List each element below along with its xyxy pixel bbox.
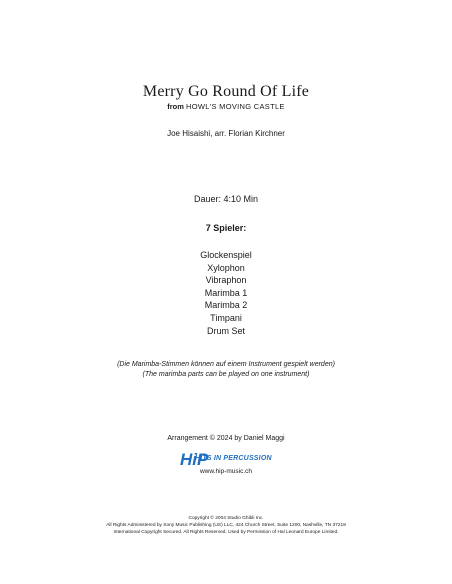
players-heading: 7 Spieler: <box>205 223 247 233</box>
copyright-line: All Rights Administered by Sony Music Publishing (US) LLC, 424 Church Street, Suite 1200, Nashville, TN 37219 <box>106 523 346 528</box>
subtitle-prefix: from <box>167 102 184 111</box>
website-link[interactable]: www.hip-music.ch <box>199 468 252 475</box>
instrument-item: Xylophon <box>207 262 245 273</box>
duration: Dauer: 4:10 Min <box>193 194 259 204</box>
instrument-item: Vibraphon <box>205 275 247 286</box>
copyright-line: International Copyright Secured. All Rights Reserved. Used by Permission of Hal Leonard Europe Limited. <box>113 530 339 535</box>
piece-subtitle <box>0 102 452 111</box>
copyright-line: Copyright © 2004 Studio Ghibli Inc. <box>188 516 264 521</box>
composer-arranger: Joe Hisaishi, arr. Florian Kirchner <box>167 129 285 138</box>
instrument-item: Glockenspiel <box>200 250 252 260</box>
marimba-note-german: (Die Marimba-Stimmen können auf einem Instrument gespielt werden) <box>117 361 335 368</box>
instrument-item: Drum Set <box>206 325 245 336</box>
instrument-item: Marimba 2 <box>204 300 248 311</box>
subtitle-work: HOWL'S MOVING CASTLE <box>186 102 285 111</box>
piece-title: Merry Go Round Of Life <box>142 83 310 100</box>
instrument-list <box>0 249 452 337</box>
hip-logo-text: HITS IN PERCUSSION <box>195 455 272 462</box>
instrument-item: Timpani <box>210 312 242 323</box>
arrangement-credit: Arrangement © 2024 by Daniel Maggi <box>167 435 285 442</box>
hip-logo-mark: HiP <box>180 450 209 469</box>
marimba-note-english: (The marimba parts can be played on one instrument) <box>142 371 310 378</box>
instrument-item: Marimba 1 <box>204 287 248 298</box>
